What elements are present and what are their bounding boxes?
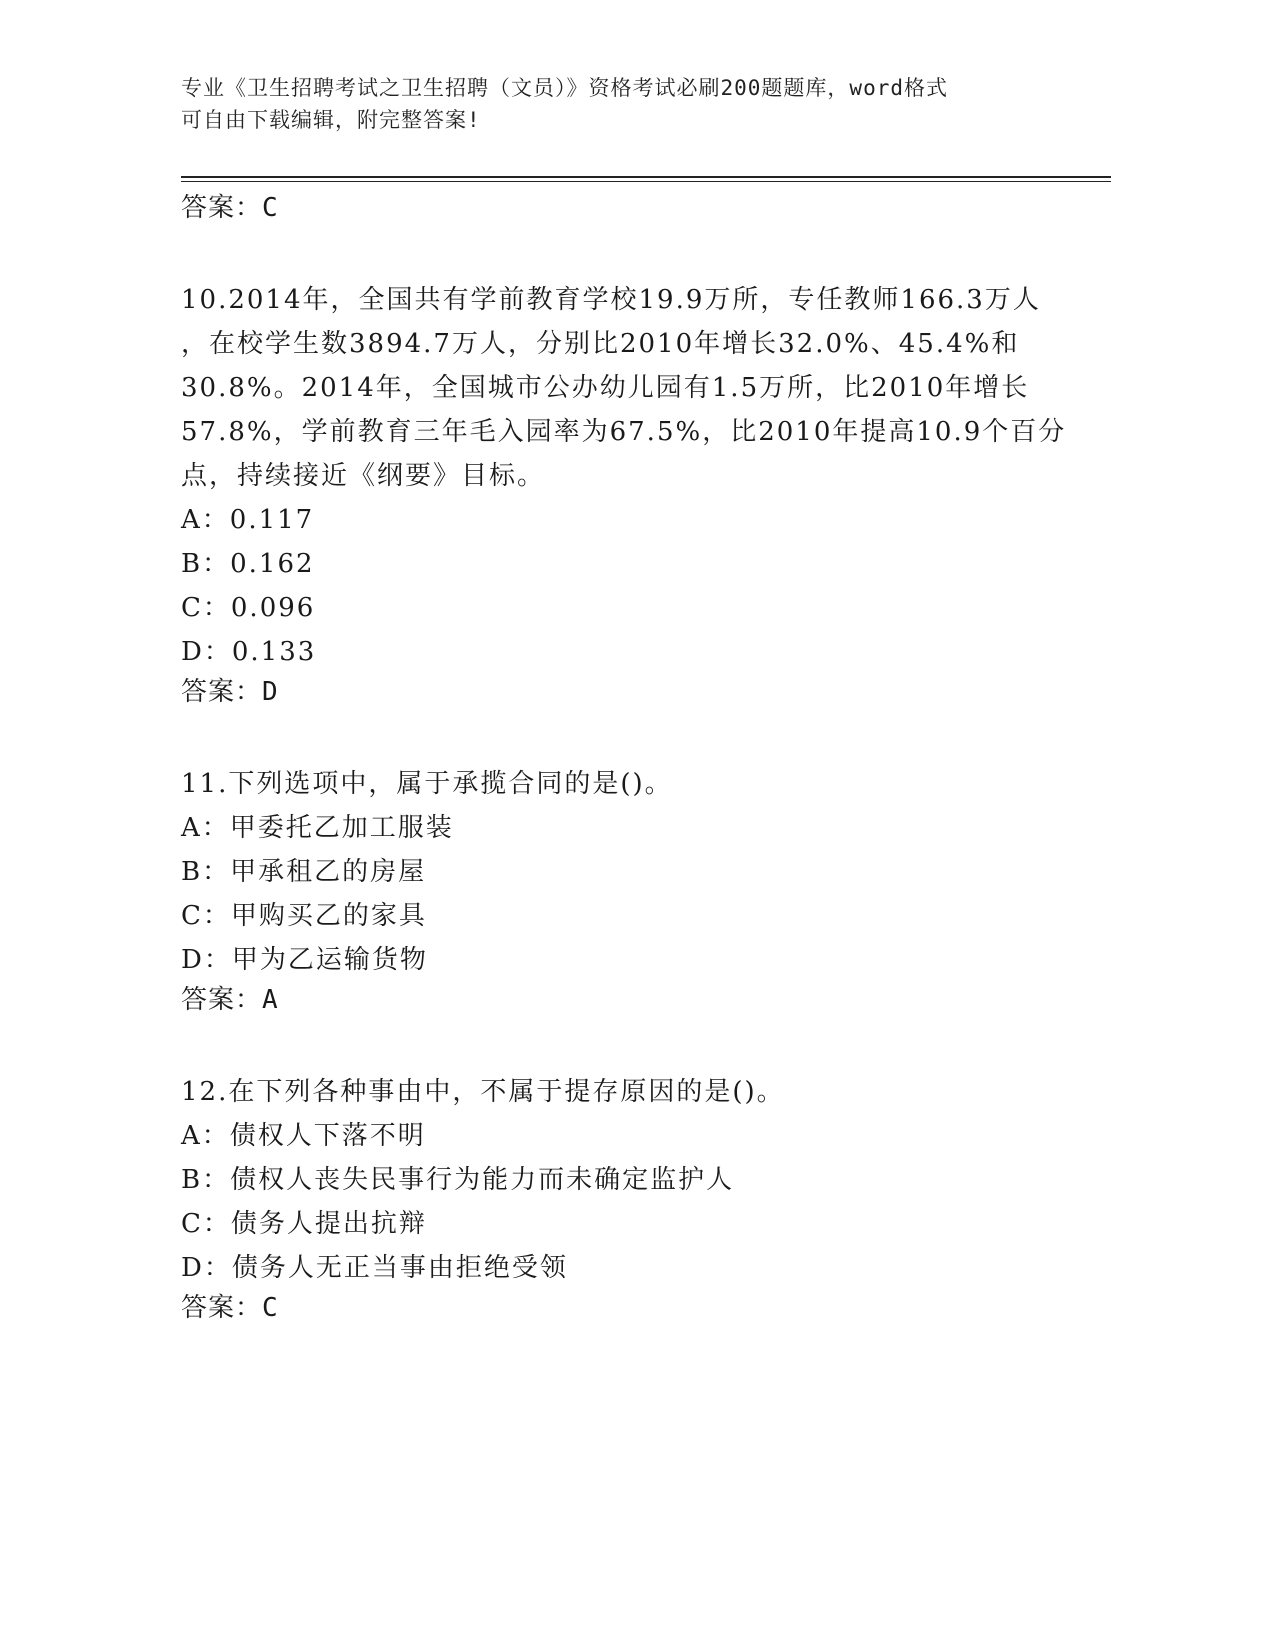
option-c: C：债务人提出抗辩 bbox=[181, 1209, 427, 1239]
option-c: C：甲购买乙的家具 bbox=[181, 901, 427, 931]
question-11 bbox=[181, 762, 1081, 1018]
option-d: D：0.133 bbox=[181, 637, 317, 667]
document-body bbox=[181, 190, 1081, 1326]
answer-label: 答案：C bbox=[181, 1293, 279, 1323]
question-line: 10.2014年，全国共有学前教育学校19.9万所，专任教师166.3万人 bbox=[181, 285, 1041, 315]
answer-label: 答案：C bbox=[181, 193, 279, 223]
question-line: 30.8%。2014年，全国城市公办幼儿园有1.5万所，比2010年增长 bbox=[181, 373, 1030, 403]
option-b: B：债权人丧失民事行为能力而未确定监护人 bbox=[181, 1165, 735, 1195]
option-c: C：0.096 bbox=[181, 593, 316, 623]
header-line-1: 专业《卫生招聘考试之卫生招聘（文员）》资格考试必刷200题题库，word格式 bbox=[181, 76, 948, 100]
question-line: ，在校学生数3894.7万人，分别比2010年增长32.0%、45.4%和 bbox=[181, 329, 1020, 359]
question-line: 点，持续接近《纲要》目标。 bbox=[181, 461, 546, 491]
question-line: 57.8%，学前教育三年毛入园率为67.5%，比2010年提高10.9个百分 bbox=[181, 417, 1067, 447]
header-line-2: 可自由下载编辑，附完整答案! bbox=[181, 108, 481, 132]
question-10 bbox=[181, 278, 1081, 710]
document-header bbox=[181, 72, 1061, 136]
header-rule-thin bbox=[181, 181, 1111, 182]
question-12 bbox=[181, 1070, 1081, 1326]
answer-label: 答案：A bbox=[181, 985, 279, 1015]
header-rule bbox=[181, 176, 1111, 178]
option-a: A：甲委托乙加工服装 bbox=[181, 813, 454, 843]
option-a: A：债权人下落不明 bbox=[181, 1121, 426, 1151]
option-d: D：甲为乙运输货物 bbox=[181, 945, 428, 975]
option-d: D：债务人无正当事由拒绝受领 bbox=[181, 1253, 568, 1283]
answer-label: 答案：D bbox=[181, 677, 279, 707]
option-b: B：甲承租乙的房屋 bbox=[181, 857, 427, 887]
question-line: 12.在下列各种事由中，不属于提存原因的是()。 bbox=[181, 1077, 785, 1107]
option-b: B：0.162 bbox=[181, 549, 315, 579]
option-a: A：0.117 bbox=[181, 505, 315, 535]
question-line: 11.下列选项中，属于承揽合同的是()。 bbox=[181, 769, 673, 799]
